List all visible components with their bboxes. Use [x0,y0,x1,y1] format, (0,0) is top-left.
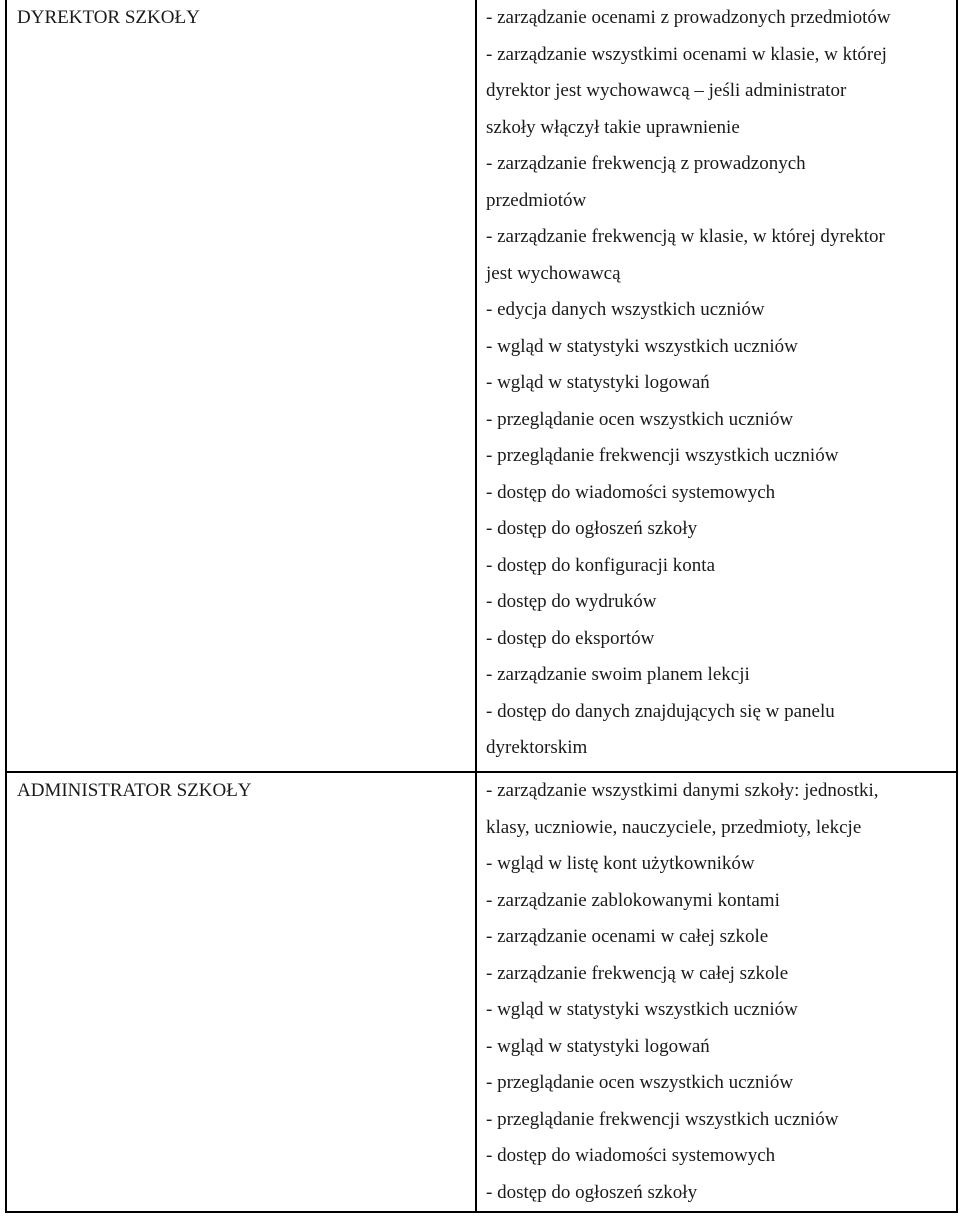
list-item: - wgląd w listę kont użytkowników [486,853,755,874]
permissions-cell [476,0,957,772]
list-item: szkoły włączył takie uprawnienie [486,116,740,138]
list-item: - dostęp do ogłoszeń szkoły [486,1181,698,1203]
list-item: - dostęp do ogłoszeń szkoły [486,518,698,539]
list-item: - przeglądanie frekwencji wszystkich uczniów [486,1108,839,1130]
role-cell [6,772,476,1212]
list-item: - zarządzanie wszystkimi danymi szkoły: jednostki, [486,780,879,801]
list-item: - dostęp do danych znajdujących się w panelu [486,700,835,722]
list-item: - wgląd w statystyki wszystkich uczniów [486,335,798,357]
list-item: - zarządzanie frekwencją w całej szkole [486,962,789,984]
list-item: jest wychowawcą [486,262,621,284]
list-item: - dostęp do wydruków [486,591,657,612]
permissions-table [5,0,958,1213]
permissions-list [477,773,956,1211]
list-item: - zarządzanie wszystkimi ocenami w klasie, w której [486,43,887,65]
list-item: - przeglądanie ocen wszystkich uczniów [486,408,794,430]
list-item: - wgląd w statystyki wszystkich uczniów [486,999,798,1020]
list-item: dyrektor jest wychowawcą – jeśli administrator [486,80,847,101]
list-item: - przeglądanie ocen wszystkich uczniów [486,1072,794,1093]
list-item: - dostęp do wiadomości systemowych [486,481,776,503]
list-item: - zarządzanie ocenami z prowadzonych przedmiotów [486,7,891,28]
list-item: - dostęp do wiadomości systemowych [486,1145,776,1166]
list-item: - wgląd w statystyki logowań [486,372,710,393]
table-row [6,0,957,772]
list-item: - edycja danych wszystkich uczniów [486,299,765,320]
role-cell [6,0,476,772]
permissions-list [477,0,956,767]
list-item: - dostęp do eksportów [486,627,655,649]
list-item: dyrektorskim [486,737,588,758]
list-item: przedmiotów [486,189,587,211]
permissions-cell [476,772,957,1212]
role-name: DYREKTOR SZKOŁY [17,7,200,28]
list-item: - przeglądanie frekwencji wszystkich uczniów [486,445,839,466]
list-item: - zarządzanie frekwencją z prowadzonych [486,153,806,174]
list-item: - zarządzanie zablokowanymi kontami [486,889,780,911]
table-row [6,772,957,1212]
list-item: - zarządzanie ocenami w całej szkole [486,926,769,947]
list-item: - dostęp do konfiguracji konta [486,554,716,576]
list-item: - wgląd w statystyki logowań [486,1035,710,1057]
list-item: klasy, uczniowie, nauczyciele, przedmioty, lekcje [486,816,862,838]
list-item: - zarządzanie frekwencją w klasie, w której dyrektor [486,226,885,247]
role-name: ADMINISTRATOR SZKOŁY [17,780,252,801]
list-item: - zarządzanie swoim planem lekcji [486,664,750,685]
